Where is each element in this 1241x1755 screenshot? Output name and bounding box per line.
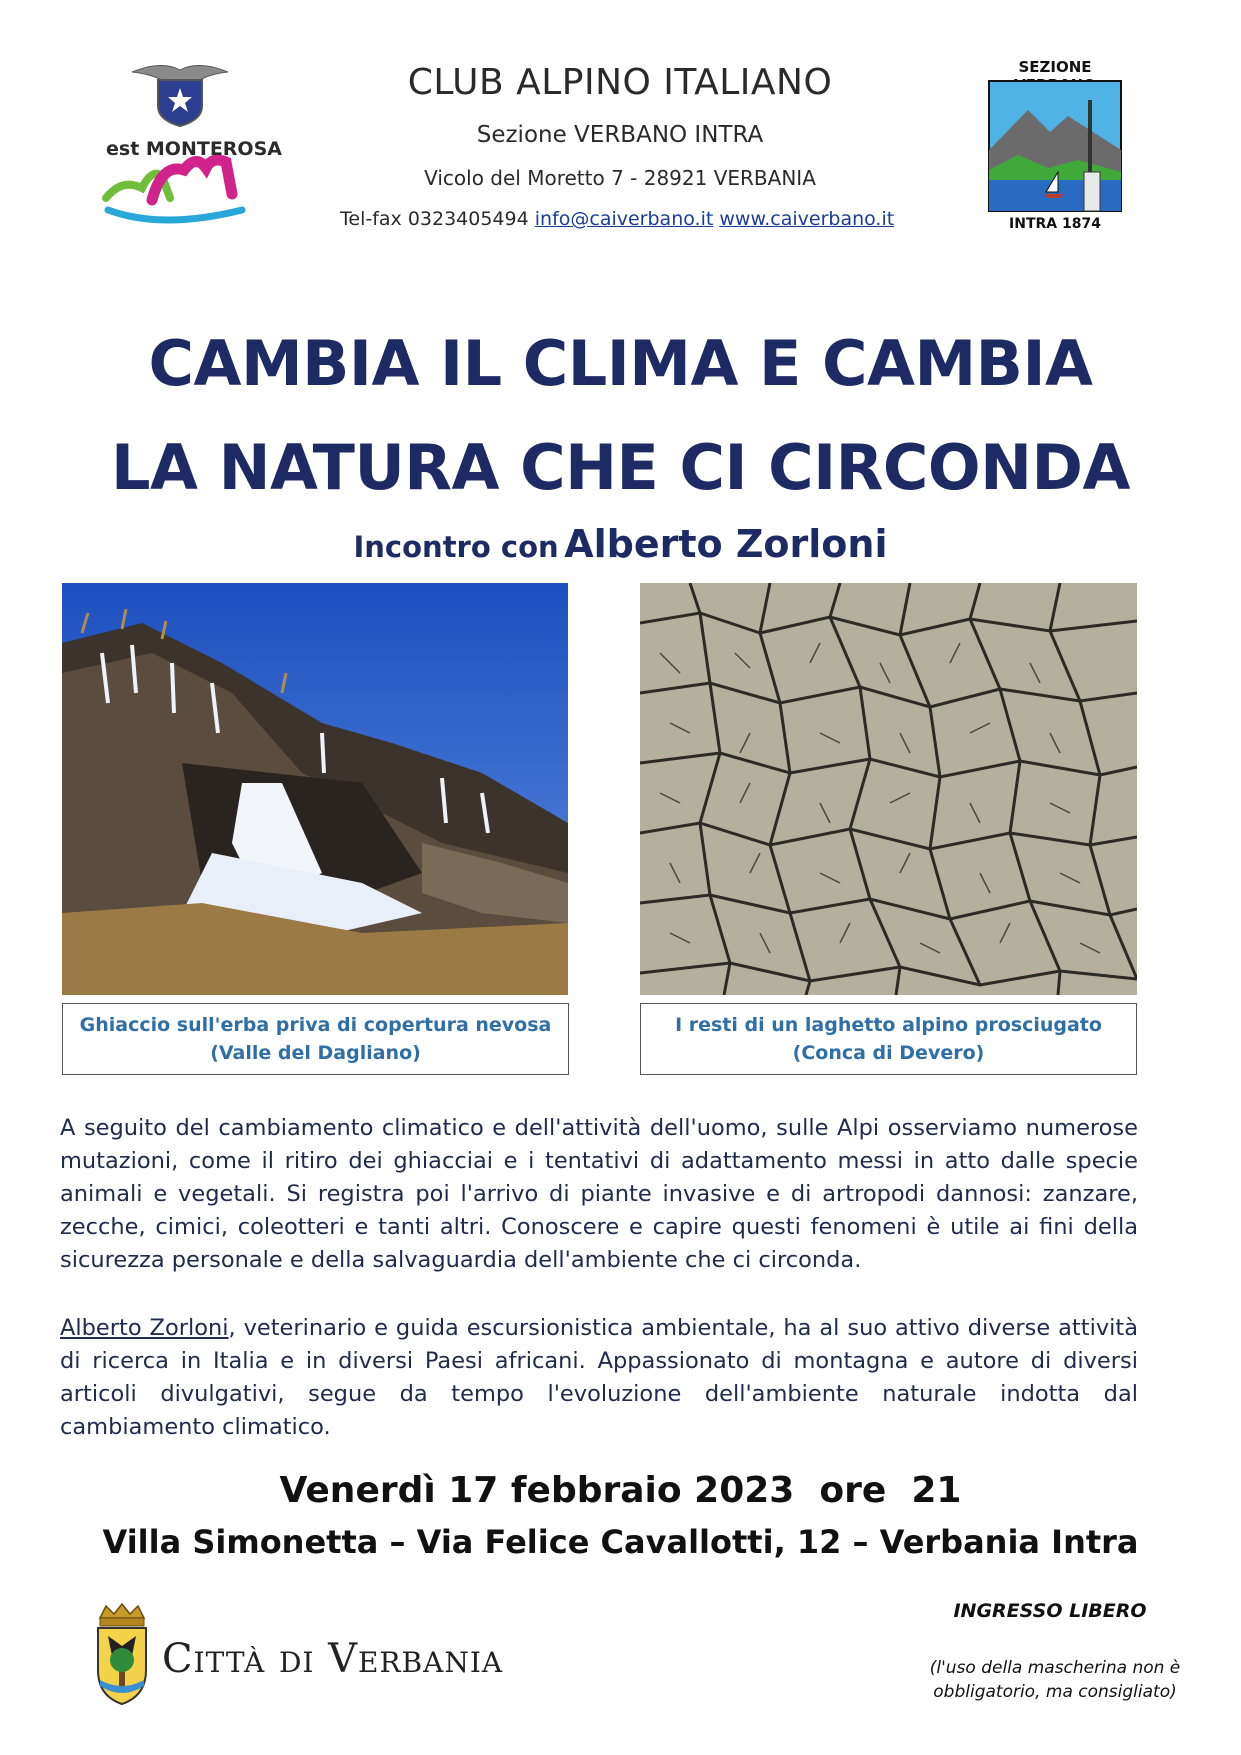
caption-right-line-1: I resti di un laghetto alpino prosciugato	[675, 1014, 1102, 1036]
caption-left-line-1: Ghiaccio sull'erba priva di copertura nevosa	[79, 1014, 552, 1036]
club-address: Vicolo del Moretto 7 - 28921 VERBANIA	[424, 166, 816, 190]
mask-note: (l'uso della mascherina non è obbligatorio, ma consigliato)	[929, 1658, 1181, 1702]
club-contacts	[340, 208, 940, 230]
website-link[interactable]: www.caiverbano.it	[719, 208, 895, 230]
intro-paragraph: A seguito del cambiamento climatico e dell'attività dell'uomo, sulle Alpi osserviamo numerose mutazioni, come il ritiro dei ghiacciai e i tentativi di adattamento messi in atto dalle specie animali e vegetali. Si registra poi l'arrivo di piante invasive e di artropodi dannosi: zanzare, zecche, cimici, coleotteri e tanti altri. Conoscere e capire questi fenomeni è utile ai fini della sicurezza personale e della salvaguardia dell'ambiente che ci circonda.	[60, 1115, 1138, 1273]
ice-cliff-photo	[62, 583, 568, 995]
telfax-text: Tel-fax 0323405494	[340, 208, 529, 230]
caption-left	[62, 1003, 569, 1075]
event-place: Villa Simonetta – Via Felice Cavallotti, 12 – Verbania Intra	[102, 1523, 1139, 1561]
subtitle-prefix: Incontro con	[353, 530, 559, 564]
logo-top-text: SEZIONE	[1018, 58, 1092, 76]
title-line-1: CAMBIA IL CLIMA E CAMBIA	[148, 327, 1093, 400]
email-link[interactable]: info@caiverbano.it	[534, 208, 714, 230]
club-name: CLUB ALPINO ITALIANO	[407, 62, 833, 103]
city-crest-icon	[92, 1600, 152, 1710]
est-monterosa-text: est MONTEROSA	[106, 138, 282, 160]
free-entry-label: INGRESSO LIBERO	[953, 1600, 1147, 1622]
title-line-2: LA NATURA CHE CI CIRCONDA	[111, 431, 1130, 504]
club-section: Sezione VERBANO INTRA	[476, 122, 764, 148]
logo-bottom-text: INTRA 1874	[1009, 216, 1101, 232]
speaker-name-link[interactable]: Alberto Zorloni	[60, 1315, 229, 1341]
dry-lake-photo	[640, 583, 1137, 995]
speaker-paragraph	[60, 1312, 1138, 1444]
caption-left-line-2: (Valle del Dagliano)	[210, 1042, 421, 1064]
speaker-name: Alberto Zorloni	[564, 522, 888, 566]
speaker-bio-text: , veterinario e guida escursionistica ambientale, ha al suo attivo diverse attività di ricerca in Italia e in diversi Paesi africani. Appassionato di montagna e autore di diversi articoli divulgativi, segue da tempo l'evoluzione dell'ambiente naturale indotta dal cambiamento climatico.	[60, 1315, 1138, 1440]
sezione-verbano-logo	[980, 58, 1130, 238]
page-subtitle	[60, 522, 1181, 566]
caption-right-line-2: (Conca di Devero)	[792, 1042, 985, 1064]
caption-right	[640, 1003, 1137, 1075]
cai-est-monterosa-logo	[92, 58, 282, 238]
lake-mountain-icon	[988, 80, 1122, 212]
event-date: Venerdì 17 febbraio 2023 ore 21	[279, 1470, 962, 1511]
page-title	[60, 312, 1181, 520]
city-name: Città di Verbania	[162, 1636, 504, 1682]
